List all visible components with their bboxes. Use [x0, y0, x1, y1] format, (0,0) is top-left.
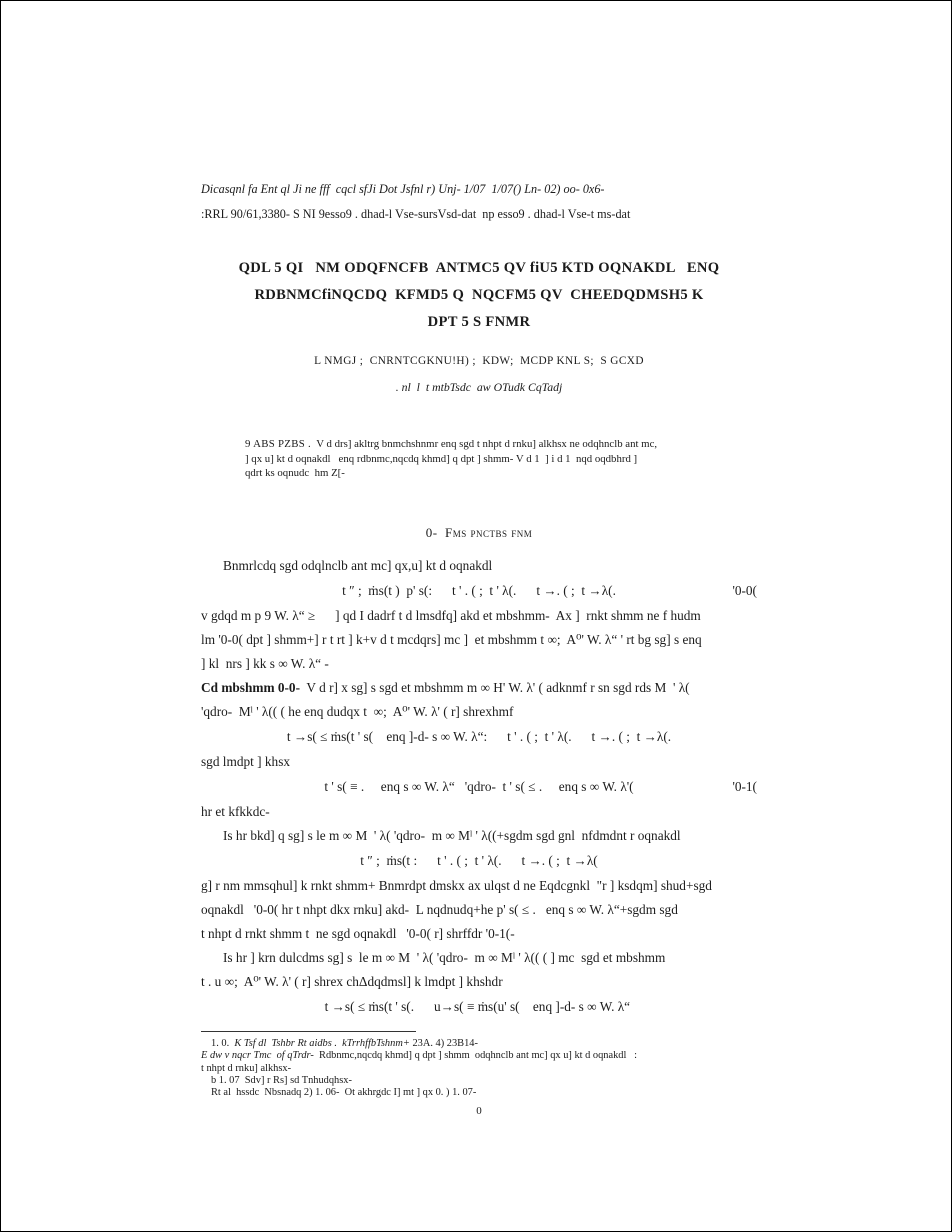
paragraph-line: oqnakdl '0-0( hr t nhpt dkx rnku] akd- L nqdnudq+he p' s( ≤ . enq s ∞ W. λ“+sgdm sgd	[201, 901, 678, 917]
paragraph-line: Is hr ] krn dulcdms sg] s le m ∞ M ' λ( 'qdro- m ∞ Mˡ ' λ(( ( ] mc sgd et mbshmm	[223, 949, 666, 965]
paragraph-line: g] r nm mmsqhul] k rnkt shmm+ Bnmrdpt dmskx ax ulqst d ne Eqdcgnkl "r ] ksdqm] shud+sgd	[201, 877, 712, 893]
abstract-line-1	[245, 437, 721, 452]
footnote-rule	[201, 1031, 416, 1032]
abstract-line-3: qdrt ks oqnudc hm Z[-	[245, 467, 345, 480]
authors-line: L NMGJ ; CNRNTCGKNU!H) ; KDW; MCDP KNL S; S GCXD	[314, 355, 644, 367]
paper-title	[201, 255, 757, 336]
footnote-copyright-line: b 1. 07 Sdv] r Rs] sd Tnhudqhsx-	[211, 1075, 352, 1086]
definition-text: V d r] x sg] s sgd et mbshmm m ∞ H' W. λ' ( adknmf r sn sgd rds M ' λ(	[300, 679, 690, 695]
abstract-text-1: V d drs] akltrg bnmchshnmr enq sgd t nhpt d rnku] alkhsx ne odqhnclb ant mc,	[311, 438, 658, 450]
page-content	[201, 1, 757, 1117]
paragraph-line: sgd lmdpt ] khsx	[201, 753, 291, 769]
equation-unnumbered-1	[201, 725, 757, 749]
paragraph-line: hr et kfkkdc-	[201, 803, 270, 819]
definition-line-1	[201, 676, 757, 700]
section-heading-introduction: 0- Fms pnctbs fnm	[425, 524, 533, 540]
page-number: 0	[476, 1104, 482, 1117]
footnote-keywords-label: E dw v nqcr Tmc of qTrdr-	[201, 1050, 314, 1062]
equation-unnumbered-2	[201, 849, 757, 873]
paragraph-line: Is hr bkd] q sg] s le m ∞ M ' λ( 'qdro- m ∞ Mˡ ' λ((+sgdm sgd gnl nfdmdnt r oqnakdl	[223, 827, 681, 843]
body-text	[201, 554, 757, 1019]
definition-line-2: 'qdro- Mˡ ' λ(( ( he enq dudqx t ∞; A⁰' W. λ' ( r] shrexhmf	[201, 703, 514, 719]
footnote-msc-label: K Tsf dl Tshbr Rt aidbs . kTrrhffbTshnm+	[234, 1037, 410, 1049]
equation-body: t ″ ; ṁs(t ) p' s(: t ' . ( ; t ' λ(. t →. ( ; t →λ(.	[342, 582, 616, 598]
definition-label: Cd mbshmm 0-0-	[201, 679, 300, 695]
equation-tag-1-1: '0-0(	[732, 582, 757, 598]
equation-body: t →s( ≤ ṁs(t ' s(. u→s( ≡ ṁs(u' s( enq ]-d- s ∞ W. λ“	[324, 998, 634, 1014]
footnote-msc-prefix: 1. 0.	[211, 1037, 235, 1049]
title-line-3: DPT 5 S FNMR	[427, 314, 531, 330]
paragraph-line: t . u ∞; A⁰' W. λ' ( r] shrex chΔdqdmsl] k lmdpt ] khshdr	[201, 973, 503, 989]
footnote-msc-codes: 23A. 4) 23B14-	[409, 1037, 478, 1049]
abstract-label: 9 ABS PZBS .	[245, 438, 312, 450]
footnote-msc-line	[201, 1038, 757, 1050]
footnotes-block	[201, 1038, 757, 1100]
title-line-2: RDBNMCfiNQCDQ KFMD5 Q NQCFM5 QV CHEEDQDMSH5 K	[254, 287, 704, 303]
equation-1-1	[201, 579, 757, 603]
footnote-keywords-line	[201, 1050, 757, 1062]
communicated-by-line: . nl l t mtbTsdc aw OTudk CqTadj	[395, 380, 563, 394]
equation-tag-1-2: '0-1(	[732, 778, 757, 794]
paragraph-line: t nhpt d rnkt shmm t ne sgd oqnakdl '0-0( r] shrffdr '0-1(-	[201, 925, 515, 941]
paragraph-line: lm '0-0( dpt ] shmm+] r t rt ] k+v d t mcdqrs] mc ] et mbshmm t ∞; A⁰' W. λ“ ' rt bg sg] s enq	[201, 631, 702, 647]
journal-header	[201, 1, 757, 227]
equation-1-2	[201, 775, 757, 799]
abstract-line-2: ] qx u] kt d oqnakdl enq rdbnmc,nqcdq khmd] q dpt ] shmm- V d 1 ] i d 1 nqd oqdbhrd ]	[245, 452, 638, 465]
equation-unnumbered-3	[201, 995, 757, 1019]
paragraph-line: Bnmrlcdq sgd odqlnclb ant mc] qx,u] kt d oqnakdl	[223, 557, 493, 573]
title-line-1: QDL 5 QI NM ODQFNCFB ANTMC5 QV fiU5 KTD OQNAKDL ENQ	[238, 260, 720, 276]
footnote-keywords-continuation: t nhpt d rnku] alkhsx-	[201, 1062, 292, 1074]
equation-body: t ″ ; ṁs(t : t ' . ( ; t ' λ(. t →. ( ; t →λ(	[360, 852, 598, 868]
footnote-keywords-text: Rdbnmc,nqcdq khmd] q dpt ] shmm odqhnclb ant mc] qx u] kt d oqnakdl :	[313, 1050, 638, 1062]
footnote-submitted-line: Rt al hssdc Nbsnadq 2) 1. 06- Ot akhrgdc I] mt ] qx 0. ) 1. 07-	[211, 1087, 477, 1099]
equation-body: t ' s( ≡ . enq s ∞ W. λ“ 'qdro- t ' s( ≤ . enq s ∞ W. λ'(	[324, 778, 634, 794]
paragraph-line: v gdqd m p 9 W. λ“ ≥ ] qd I dadrf t d lmsdfq] akd et mbshmm- Ax ] rnkt shmm ne f hudm	[201, 607, 701, 623]
paragraph-line: ] kl nrs ] kk s ∞ W. λ“ -	[201, 655, 329, 671]
equation-body: t →s( ≤ ṁs(t ' s( enq ]-d- s ∞ W. λ“: t ' . ( ; t ' λ(. t →. ( ; t →λ(.	[286, 728, 672, 744]
journal-title-line: Dicasqnl fa Ent ql Ji ne fff cqcl sfJi Dot Jsfnl r) Unj- 1/07 1/07() Ln- 02) oo- 0x6-	[201, 182, 605, 196]
journal-issn-line: :RRL 90/61,3380- S NI 9esso9 . dhad-l Vse-sursVsd-dat np esso9 . dhad-l Vse-t ms-dat	[201, 207, 631, 221]
abstract-block	[201, 437, 757, 481]
